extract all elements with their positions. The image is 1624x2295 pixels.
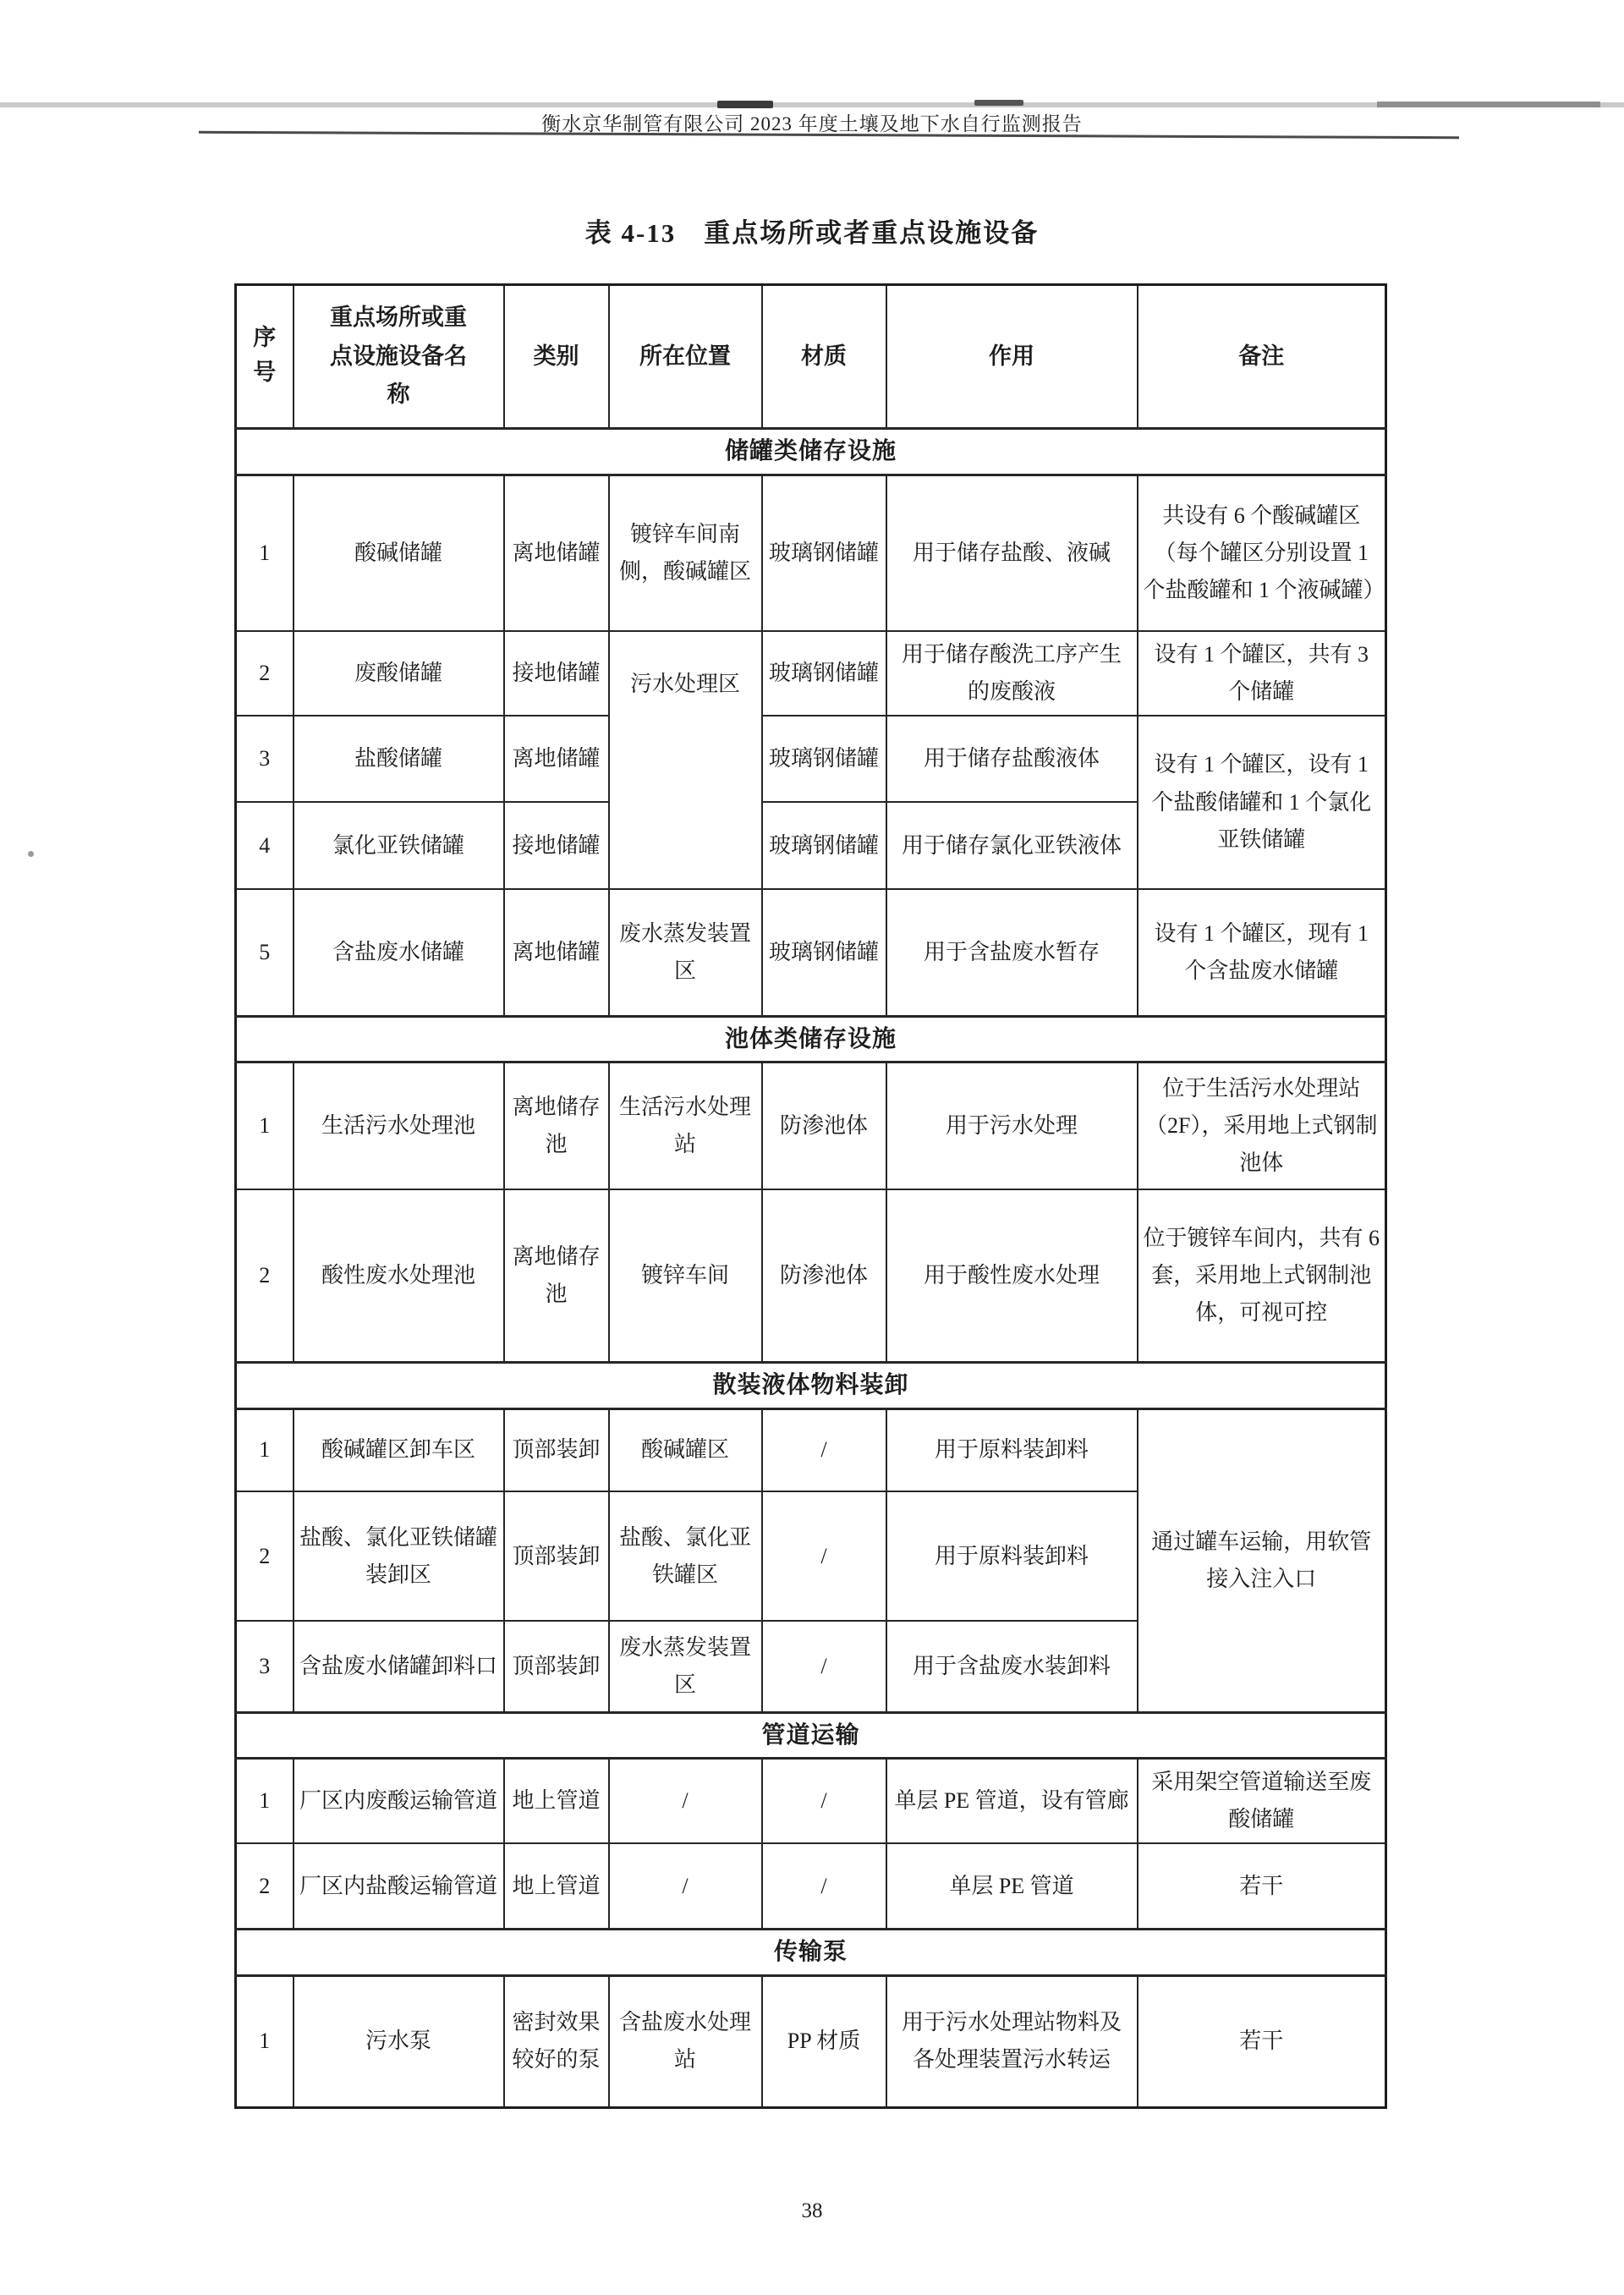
cell-function: 用于储存氯化亚铁液体 [886,802,1138,889]
cell-category: 接地储罐 [504,631,609,716]
cell-remark: 若干 [1138,1843,1386,1930]
cell-remark: 若干 [1138,1975,1386,2107]
cell-seq: 4 [236,802,294,889]
cell-function: 用于原料装卸料 [886,1408,1138,1491]
cell-function: 用于含盐废水暂存 [886,889,1138,1016]
table-row [236,716,1386,802]
cell-remark: 共设有 6 个酸碱罐区（每个罐区分别设置 1 个盐酸罐和 1 个液碱罐） [1138,475,1386,631]
cell-seq: 1 [236,1408,294,1491]
page-number: 38 [801,2199,823,2222]
cell-seq: 1 [236,1759,294,1843]
cell-name: 废酸储罐 [294,631,504,716]
cell-seq: 1 [236,475,294,631]
cell-location: / [609,1843,762,1930]
cell-name: 含盐废水储罐卸料口 [294,1621,504,1712]
table-header-row [236,285,1386,429]
cell-function: 单层 PE 管道 [886,1843,1138,1930]
cell-material: / [762,1491,886,1621]
cell-category: 离地储罐 [504,475,609,631]
cell-name: 酸性废水处理池 [294,1189,504,1363]
cell-category: 顶部装卸 [504,1491,609,1621]
cell-location: / [609,1759,762,1843]
table-row [236,1062,1386,1189]
cell-material: / [762,1621,886,1712]
section-row [236,1016,1386,1062]
cell-function: 单层 PE 管道，设有管廊 [886,1759,1138,1843]
cell-category: 地上管道 [504,1759,609,1843]
col-header-function: 作用 [886,285,1138,429]
cell-material: 玻璃钢储罐 [762,631,886,716]
cell-name: 污水泵 [294,1975,504,2107]
cell-remark: 位于生活污水处理站（2F），采用地上式钢制池体 [1138,1062,1386,1189]
cell-location: 镀锌车间 [609,1189,762,1363]
cell-name: 含盐废水储罐 [294,889,504,1016]
cell-function: 用于储存盐酸、液碱 [886,475,1138,631]
cell-seq: 2 [236,631,294,716]
cell-remark: 设有 1 个罐区，共有 3 个储罐 [1138,631,1386,716]
cell-name: 酸碱储罐 [294,475,504,631]
cell-location: 废水蒸发装置区 [609,1621,762,1712]
scan-artifact-band-dark [1377,102,1600,107]
section-row [236,429,1386,475]
cell-remark: 位于镀锌车间内，共有 6 套，采用地上式钢制池体，可视可控 [1138,1189,1386,1363]
cell-category: 离地储存池 [504,1189,609,1363]
cell-material: / [762,1759,886,1843]
cell-location: 生活污水处理站 [609,1062,762,1189]
cell-material: 玻璃钢储罐 [762,889,886,1016]
cell-location: 盐酸、氯化亚铁罐区 [609,1491,762,1621]
scan-smudge [717,101,773,108]
cell-category: 密封效果较好的泵 [504,1975,609,2107]
cell-category: 离地储罐 [504,716,609,802]
cell-material: / [762,1843,886,1930]
section-title: 池体类储存设施 [236,1016,1386,1062]
cell-location-merged: 污水处理区 [609,631,762,889]
cell-name: 盐酸、氯化亚铁储罐装卸区 [294,1491,504,1621]
cell-name: 生活污水处理池 [294,1062,504,1189]
cell-location: 镀锌车间南侧，酸碱罐区 [609,475,762,631]
cell-name: 厂区内盐酸运输管道 [294,1843,504,1930]
cell-category: 地上管道 [504,1843,609,1930]
table-row [236,1975,1386,2107]
cell-seq: 2 [236,1491,294,1621]
cell-name: 酸碱罐区卸车区 [294,1408,504,1491]
cell-seq: 2 [236,1843,294,1930]
cell-category: 顶部装卸 [504,1408,609,1491]
cell-material: 玻璃钢储罐 [762,802,886,889]
cell-category: 顶部装卸 [504,1621,609,1712]
table-row [236,475,1386,631]
cell-function: 用于储存酸洗工序产生的废酸液 [886,631,1138,716]
section-row [236,1363,1386,1409]
cell-material: 防渗池体 [762,1062,886,1189]
table-row [236,631,1386,716]
col-header-seq: 序号 [236,285,294,429]
table-row [236,1408,1386,1491]
section-title: 散装液体物料装卸 [236,1363,1386,1409]
cell-category: 接地储罐 [504,802,609,889]
cell-function: 用于污水处理 [886,1062,1138,1189]
col-header-location: 所在位置 [609,285,762,429]
cell-name: 氯化亚铁储罐 [294,802,504,889]
cell-remark: 采用架空管道输送至废酸储罐 [1138,1759,1386,1843]
cell-function: 用于污水处理站物料及各处理装置污水转运 [886,1975,1138,2107]
cell-material: PP 材质 [762,1975,886,2107]
section-title: 传输泵 [236,1930,1386,1976]
table-title: 表 4-13 重点场所或者重点设施设备 [584,218,1040,248]
cell-location: 酸碱罐区 [609,1408,762,1491]
cell-name: 盐酸储罐 [294,716,504,802]
section-title: 管道运输 [236,1712,1386,1759]
cell-seq: 3 [236,716,294,802]
table-row [236,1189,1386,1363]
cell-material: 玻璃钢储罐 [762,716,886,802]
cell-function: 用于储存盐酸液体 [886,716,1138,802]
cell-remark-merged: 设有 1 个罐区，设有 1 个盐酸储罐和 1 个氯化亚铁储罐 [1138,716,1386,889]
table-row [236,1759,1386,1843]
section-title: 储罐类储存设施 [236,429,1386,475]
cell-name: 厂区内废酸运输管道 [294,1759,504,1843]
scan-dot-artifact [28,851,34,857]
cell-location: 含盐废水处理站 [609,1975,762,2107]
cell-function: 用于酸性废水处理 [886,1189,1138,1363]
cell-seq: 5 [236,889,294,1016]
cell-location: 废水蒸发装置区 [609,889,762,1016]
cell-function: 用于原料装卸料 [886,1491,1138,1621]
cell-seq: 2 [236,1189,294,1363]
running-header: 衡水京华制管有限公司 2023 年度土壤及地下水自行监测报告 [541,113,1083,135]
cell-material: / [762,1408,886,1491]
cell-category: 离地储罐 [504,889,609,1016]
cell-material: 玻璃钢储罐 [762,475,886,631]
cell-category: 离地储存池 [504,1062,609,1189]
cell-material: 防渗池体 [762,1189,886,1363]
table-row [236,889,1386,1016]
cell-remark-merged: 通过罐车运输，用软管接入注入口 [1138,1408,1386,1712]
key-facilities-table [234,283,1387,2109]
col-header-material: 材质 [762,285,886,429]
col-header-category: 类别 [504,285,609,429]
cell-seq: 3 [236,1621,294,1712]
cell-seq: 1 [236,1062,294,1189]
col-header-name: 重点场所或重点设施设备名称 [294,285,504,429]
table-row [236,1843,1386,1930]
cell-seq: 1 [236,1975,294,2107]
section-row [236,1712,1386,1759]
cell-function: 用于含盐废水装卸料 [886,1621,1138,1712]
col-header-remark: 备注 [1138,285,1386,429]
section-row [236,1930,1386,1976]
scan-smudge [974,100,1023,106]
cell-remark: 设有 1 个罐区，现有 1 个含盐废水储罐 [1138,889,1386,1016]
